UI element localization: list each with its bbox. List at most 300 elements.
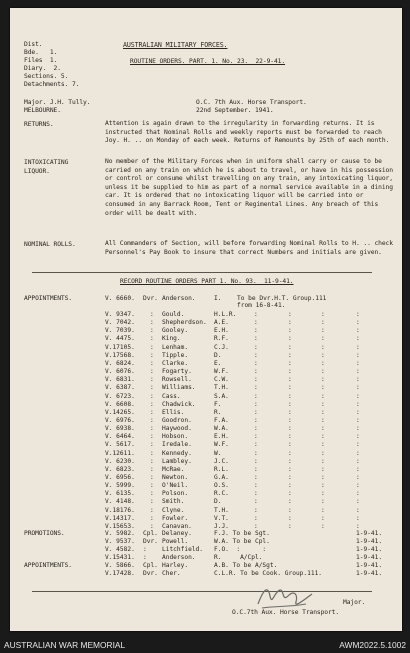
ditto-mark: : <box>150 368 154 376</box>
ditto-mark: : <box>288 311 292 318</box>
surname: Clyne. <box>162 506 185 514</box>
ditto-mark: : <box>321 343 325 351</box>
ditto-mark: : <box>321 327 325 335</box>
service-number: V.14317. <box>105 514 135 522</box>
ditto-mark: : <box>321 482 325 490</box>
ditto-mark: : <box>150 522 154 530</box>
service-number: V. 4148. <box>105 498 135 506</box>
initials: O.S. <box>214 482 229 490</box>
ditto-mark: : <box>150 449 154 457</box>
service-number: V. 4475. <box>105 335 135 343</box>
service-number: V.12611. <box>105 449 135 457</box>
ditto-mark: : <box>254 522 258 530</box>
surname: Goodron. <box>162 416 192 424</box>
surname: Gooley. <box>162 327 189 335</box>
ditto-mark: : <box>356 498 360 506</box>
ditto-mark: : <box>321 457 325 465</box>
surname: Powell. <box>162 538 189 545</box>
section-heading: RETURNS. <box>24 121 54 128</box>
ditto-mark: : <box>356 522 360 530</box>
appointments-label: APPOINTMENTS. <box>24 295 72 302</box>
divider <box>32 272 372 273</box>
ditto-mark: : <box>356 359 360 367</box>
ditto-mark: : <box>254 359 258 367</box>
surname: Smith. <box>162 498 185 506</box>
surname: Lambley. <box>162 457 192 465</box>
surname: Chadwick. <box>162 400 196 408</box>
ditto-mark: : <box>254 449 258 457</box>
ditto-mark: : <box>321 351 325 359</box>
ditto-mark: : <box>356 425 360 433</box>
service-number: V. 6956. <box>105 474 135 481</box>
service-number: V.17428. <box>105 570 135 577</box>
ditto-mark: : <box>254 392 258 400</box>
table-row <box>10 441 402 449</box>
surname: Newton. <box>162 474 189 481</box>
footer-accession: AWM2022.5.1002 <box>339 640 406 650</box>
ditto-mark: : <box>321 425 325 433</box>
table-row <box>10 409 402 417</box>
table-row <box>10 538 402 546</box>
surname: Canavan. <box>162 522 192 530</box>
rank: Dvr. <box>143 570 158 577</box>
table-row <box>10 319 402 327</box>
initials: C.J. <box>214 343 229 351</box>
note: R. A/Cpl. <box>214 554 263 561</box>
ditto-mark: : <box>321 474 325 481</box>
note: A.B. To be A/Sgt. <box>214 562 278 569</box>
service-number: V. 9537. <box>105 538 135 545</box>
table-row <box>10 530 402 538</box>
ditto-mark: : <box>254 351 258 359</box>
ditto-mark: : <box>288 408 292 416</box>
effective-date: 1-9-41. <box>356 554 383 561</box>
ditto-mark: : <box>150 384 154 392</box>
effective-date: 1-9-41. <box>356 546 383 553</box>
initials: R.F. <box>214 335 229 343</box>
effective-date: 1-9-41. <box>356 530 383 537</box>
table-row <box>10 417 402 425</box>
surname: Litchfield. <box>162 546 203 553</box>
initials: E.H. <box>214 327 229 335</box>
table-row <box>10 368 402 376</box>
ditto-mark: : <box>321 311 325 318</box>
ditto-mark: : <box>321 376 325 384</box>
ditto-mark: : <box>321 359 325 367</box>
ditto-mark: : <box>321 433 325 441</box>
ditto-mark: : <box>356 449 360 457</box>
ditto-mark: : <box>288 335 292 343</box>
ditto-mark: : <box>321 506 325 514</box>
table-row <box>10 376 402 384</box>
ditto-mark: : <box>288 433 292 441</box>
surname: Cher. <box>162 570 181 577</box>
distribution-line: Bde. 1. <box>24 49 58 56</box>
ditto-mark: : <box>356 514 360 522</box>
table-row <box>10 295 402 303</box>
initials: W.A. <box>214 425 229 433</box>
distribution-line: Diary. 2. <box>24 65 61 72</box>
initials: H.L.R. <box>214 311 237 318</box>
service-number: V.15431. <box>105 554 135 561</box>
service-number: V. 6831. <box>105 376 135 384</box>
ditto-mark: : <box>150 319 154 327</box>
table-row <box>10 450 402 458</box>
record-heading: RECORD ROUTINE ORDERS PART 1. No. 93. 11-9-41. <box>120 278 294 285</box>
ditto-mark: : <box>356 416 360 424</box>
table-row <box>10 507 402 515</box>
ditto-mark: : <box>321 392 325 400</box>
table-row <box>10 327 402 335</box>
service-number: V. 6660. <box>105 295 135 302</box>
promotions-label: PROMOTIONS. <box>24 530 65 537</box>
ditto-mark: : <box>288 482 292 490</box>
table-row <box>10 401 402 409</box>
ditto-mark: : <box>321 368 325 376</box>
service-number: V.17568. <box>105 351 135 359</box>
surname: King. <box>162 335 181 343</box>
ditto-mark: : <box>150 425 154 433</box>
ditto-mark: : <box>150 490 154 498</box>
surname: McRae. <box>162 465 185 473</box>
ditto-mark: : <box>150 311 154 318</box>
ditto-mark: : <box>321 449 325 457</box>
ditto-mark: : <box>150 335 154 343</box>
initials: G.A. <box>214 474 229 481</box>
ditto-mark: : <box>288 351 292 359</box>
service-number: V. 6824. <box>105 359 135 367</box>
ditto-mark: : <box>356 392 360 400</box>
service-number: V. 9347. <box>105 311 135 318</box>
service-number: V.18176. <box>105 506 135 514</box>
footer-credit: AUSTRALIAN WAR MEMORIAL <box>4 640 126 650</box>
ditto-mark: : <box>356 400 360 408</box>
ditto-mark: : <box>321 384 325 392</box>
table-row <box>10 482 402 490</box>
surname: Clarke. <box>162 359 189 367</box>
ditto-mark: : <box>356 490 360 498</box>
table-row <box>10 562 402 570</box>
ditto-mark: : <box>254 416 258 424</box>
ditto-mark: : <box>150 474 154 481</box>
service-number: V. 6976. <box>105 416 135 424</box>
ditto-mark: : <box>356 311 360 318</box>
initials: E.H. <box>214 433 229 441</box>
ditto-mark: : <box>356 441 360 449</box>
table-row <box>10 546 402 554</box>
surname: Harley. <box>162 562 189 569</box>
ditto-mark: : <box>321 465 325 473</box>
ditto-mark: : <box>288 449 292 457</box>
ditto-mark: : <box>356 506 360 514</box>
ditto-mark: : <box>254 465 258 473</box>
ditto-mark: : <box>321 490 325 498</box>
surname: Iredale. <box>162 441 192 449</box>
initials: D. <box>214 498 222 506</box>
table-row <box>10 490 402 498</box>
surname: Kennedy. <box>162 449 192 457</box>
ditto-mark: : <box>254 335 258 343</box>
order-date: 22nd September. 1941. <box>196 107 274 114</box>
ditto-mark: : <box>254 343 258 351</box>
service-number: V. 6387. <box>105 384 135 392</box>
ditto-mark: : <box>356 465 360 473</box>
ditto-mark: : <box>288 416 292 424</box>
initials: V.T. <box>214 514 229 522</box>
table-row <box>10 352 402 360</box>
ditto-mark: : <box>254 506 258 514</box>
initials: R. <box>214 408 222 416</box>
effective-date: 1-9-41. <box>356 570 383 577</box>
table-row <box>10 554 402 562</box>
surname: Delaney. <box>162 530 192 537</box>
ditto-mark: : <box>356 327 360 335</box>
service-number: V. 5982. <box>105 530 135 537</box>
ditto-mark: : <box>254 441 258 449</box>
surname: Fowler. <box>162 514 189 522</box>
ditto-mark: : <box>254 482 258 490</box>
document-title: AUSTRALIAN MILITARY FORCES. <box>123 41 228 49</box>
note: C.L.R. To be Cook. Group.111. <box>214 570 323 577</box>
ditto-mark: : <box>288 319 292 327</box>
table-row <box>10 311 402 319</box>
effective-date: 1-9-41. <box>356 562 383 569</box>
ditto-mark: : <box>254 311 258 318</box>
ditto-mark: : <box>150 359 154 367</box>
service-number: V. 6230. <box>105 457 135 465</box>
unit-name: O.C. 7th Aux. Horse Transport. <box>196 99 307 106</box>
ditto-mark: : <box>150 457 154 465</box>
ditto-mark: : <box>254 498 258 506</box>
ditto-mark: : <box>150 498 154 506</box>
table-row <box>10 515 402 523</box>
ditto-mark: : <box>288 368 292 376</box>
service-number: V. 6135. <box>105 490 135 498</box>
ditto-mark: : <box>321 441 325 449</box>
surname: Anderson. <box>162 295 196 302</box>
ditto-mark: : <box>356 384 360 392</box>
distribution-line: Detachments. 7. <box>24 81 80 88</box>
rank: : <box>143 546 147 553</box>
surname: Anderson. <box>162 554 196 561</box>
service-number: V. 4582. <box>105 546 135 553</box>
ditto-mark: : <box>288 359 292 367</box>
table-row <box>10 360 402 368</box>
surname: Polson. <box>162 490 189 498</box>
ditto-mark: : <box>288 392 292 400</box>
service-number: V. 5866. <box>105 562 135 569</box>
ditto-mark: : <box>254 368 258 376</box>
initials: A.E. <box>214 319 229 327</box>
initials: F.A. <box>214 416 229 424</box>
table-row <box>10 384 402 392</box>
location: MELBOURNE. <box>24 107 61 114</box>
table-row <box>10 474 402 482</box>
ditto-mark: : <box>150 327 154 335</box>
ditto-mark: : <box>288 498 292 506</box>
ditto-mark: : <box>288 457 292 465</box>
service-number: V.17105. <box>105 343 135 351</box>
surname: Haywood. <box>162 425 192 433</box>
ditto-mark: : <box>356 433 360 441</box>
ditto-mark: : <box>254 376 258 384</box>
ditto-mark: : <box>321 498 325 506</box>
initials: C.W. <box>214 376 229 384</box>
service-number: V. 5999. <box>105 482 135 490</box>
ditto-mark: : <box>288 465 292 473</box>
surname: Fogarty. <box>162 368 192 376</box>
rank: : <box>143 554 147 561</box>
ditto-mark: : <box>150 465 154 473</box>
ditto-mark: : <box>356 319 360 327</box>
ditto-mark: : <box>288 522 292 530</box>
initials: S.A. <box>214 392 229 400</box>
surname: Gould. <box>162 311 185 318</box>
ditto-mark: : <box>356 457 360 465</box>
note: F.J. To be Sgt. <box>214 530 270 537</box>
ditto-mark: : <box>356 408 360 416</box>
ditto-mark: : <box>288 327 292 335</box>
ditto-mark: : <box>356 335 360 343</box>
initials: R.L. <box>214 465 229 473</box>
distribution-line: Sections. 5. <box>24 73 69 80</box>
ditto-mark: : <box>288 425 292 433</box>
surname: Hobson. <box>162 433 189 441</box>
ditto-mark: : <box>150 392 154 400</box>
ditto-mark: : <box>288 376 292 384</box>
ditto-mark: : <box>356 474 360 481</box>
surname: Shepherdson. <box>162 319 207 327</box>
ditto-mark: : <box>321 319 325 327</box>
service-number: V.14265. <box>105 408 135 416</box>
table-row <box>10 393 402 401</box>
ditto-mark: : <box>288 400 292 408</box>
appointments-label-2: APPOINTMENTS. <box>24 562 72 569</box>
ditto-mark: : <box>254 433 258 441</box>
distribution-line: Dist. <box>24 41 43 48</box>
ditto-mark: : <box>321 335 325 343</box>
sign-unit: O.C.7th Aux. Horse Transport. <box>232 609 340 616</box>
table-row <box>10 498 402 506</box>
ditto-mark: : <box>288 384 292 392</box>
table-row <box>10 458 402 466</box>
ditto-mark: : <box>150 506 154 514</box>
service-number: V. 6938. <box>105 425 135 433</box>
initials: W. <box>214 449 222 457</box>
ditto-mark: : <box>254 514 258 522</box>
service-number: V. 6823. <box>105 465 135 473</box>
note: F.O. : : <box>214 546 267 553</box>
section-heading: INTOXICATING LIQUOR. <box>24 159 69 175</box>
surname: Rowsell. <box>162 376 192 384</box>
rank: Cpl. <box>143 530 158 537</box>
signatory-name: Major. J.H. Tully. <box>24 99 91 106</box>
sign-rank: Major. <box>343 599 366 606</box>
ditto-mark: : <box>150 441 154 449</box>
table-row <box>10 335 402 343</box>
ditto-mark: : <box>288 474 292 481</box>
ditto-mark: : <box>150 408 154 416</box>
ditto-mark: : <box>254 408 258 416</box>
service-number: V. 7042. <box>105 319 135 327</box>
ditto-mark: : <box>288 490 292 498</box>
ditto-mark: : <box>254 319 258 327</box>
ditto-mark: : <box>321 416 325 424</box>
initials: I. <box>214 295 222 302</box>
initials: R.C. <box>214 490 229 498</box>
section-text: All Commanders of Section, will before forwarding Nominal Rolls to H. .. check Personnel's Pay Book to insure that correct Numbers and initials are given. <box>105 240 393 256</box>
ditto-mark: : <box>150 433 154 441</box>
ditto-mark: : <box>254 400 258 408</box>
distribution-line: Files 1. <box>24 57 58 64</box>
ditto-mark: : <box>356 351 360 359</box>
divider <box>32 591 372 592</box>
section-text: No member of the Military Forces when in uniform shall carry or cause to be carried on any train on which he is about to travel, or have in his possession or control or consume whilst travelling on any train, any intoxicating liquor, unless it be supplied to him as part of a normal service available in a dining car. It is ordered that no intoxicating liquor will be carried into or consumed in any Barrack Room, Tent or Regimental Lines. Any breach of this order will be dealt with. <box>105 158 393 217</box>
surname: O'Neil. <box>162 482 189 490</box>
ditto-mark: : <box>288 343 292 351</box>
service-number: V. 6464. <box>105 433 135 441</box>
initials: D. <box>214 351 222 359</box>
initials: W.F. <box>214 441 229 449</box>
ditto-mark: : <box>150 400 154 408</box>
table-row <box>10 425 402 433</box>
service-number: V.15653. <box>105 522 135 530</box>
ditto-mark: : <box>288 514 292 522</box>
ditto-mark: : <box>288 506 292 514</box>
service-number: V. 6723. <box>105 392 135 400</box>
ditto-mark: : <box>254 490 258 498</box>
service-number: V. 6608. <box>105 400 135 408</box>
table-row <box>10 344 402 352</box>
initials: W.F. <box>214 368 229 376</box>
surname: Cass. <box>162 392 181 400</box>
initials: E. <box>214 359 222 367</box>
initials: F. <box>214 400 222 408</box>
ditto-mark: : <box>150 376 154 384</box>
initials: T.H. <box>214 506 229 514</box>
initials: T.H. <box>214 384 229 392</box>
ditto-mark: : <box>254 327 258 335</box>
rank: Dvr. <box>143 295 158 302</box>
ditto-mark: : <box>288 441 292 449</box>
ditto-mark: : <box>321 400 325 408</box>
ditto-mark: : <box>150 514 154 522</box>
ditto-mark: : <box>150 343 154 351</box>
service-number: V. 5617. <box>105 441 135 449</box>
surname: Williams. <box>162 384 196 392</box>
service-number: V. 7039. <box>105 327 135 335</box>
ditto-mark: : <box>150 416 154 424</box>
note: To be Dvr.H.T. Group.111 <box>237 295 327 302</box>
document-page <box>10 8 402 631</box>
initials: J.J. <box>214 522 229 530</box>
ditto-mark: : <box>356 376 360 384</box>
ditto-mark: : <box>356 368 360 376</box>
ditto-mark: : <box>254 425 258 433</box>
rank: Dvr. <box>143 538 158 545</box>
section-text: Attention is again drawn to the irregularity in forwarding returns. It is instructed that Nominal Rolls and weekly reports must be forwarded to reach Joy. H. .. on Monday of each week. Returns of Remounts by 25th of each month. <box>105 120 390 145</box>
ditto-mark: : <box>356 343 360 351</box>
table-row <box>10 433 402 441</box>
table-row <box>10 466 402 474</box>
effective-date: 1-9-41. <box>356 538 383 545</box>
surname: Lenham. <box>162 343 189 351</box>
surname: Ellis. <box>162 408 185 416</box>
rank: Cpl. <box>143 562 158 569</box>
service-number: V. 6076. <box>105 368 135 376</box>
ditto-mark: : <box>356 482 360 490</box>
note: W.A. To be Cpl. <box>214 538 270 545</box>
